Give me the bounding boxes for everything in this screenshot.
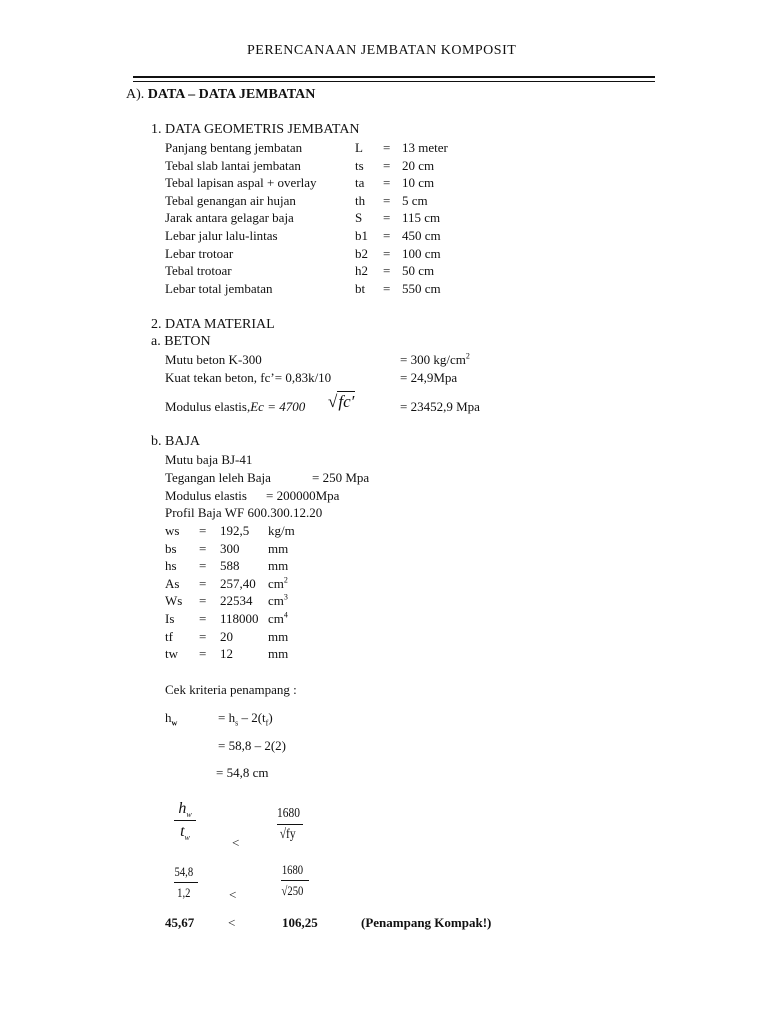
baja-prop-symbol: Is	[165, 611, 175, 626]
geometry-row-equals: =	[383, 263, 391, 279]
baja-prop-value: 22534	[220, 593, 253, 609]
header-rule-thin	[133, 81, 655, 82]
baja-mutu: Mutu baja BJ-41	[165, 452, 253, 467]
geometry-row-label: Jarak antara gelagar baja	[165, 210, 294, 226]
geometry-row-value: 550 cm	[402, 280, 441, 296]
section-heading	[126, 87, 315, 103]
geometry-row-symbol: b1	[355, 228, 368, 243]
hw-symbol: $h_w$	[165, 710, 178, 728]
geometry-row-symbol: ta	[355, 175, 365, 191]
beton-mutu-value: = 300 $kg/cm^2$	[400, 351, 470, 367]
baja-prop-value: 257,40	[220, 575, 256, 591]
result-note: (Penampang Kompak!)	[361, 915, 492, 930]
page-title: PERENCANAAN JEMBATAN KOMPOSIT	[247, 43, 517, 58]
geometry-row-value: 100 cm	[402, 245, 441, 261]
geometry-row-label: Tebal lapisan aspal + overlay	[165, 175, 317, 191]
baja-prop-unit: $cm^3$	[268, 593, 288, 609]
geometry-row-symbol: th	[355, 192, 366, 208]
geometry-row-symbol: bt	[355, 280, 366, 296]
baja-prop-equals: =	[199, 540, 207, 556]
geometry-row-equals: =	[383, 210, 391, 226]
check-label: Cek kriteria penampang :	[165, 682, 297, 697]
geometry-row-value: 450 cm	[402, 228, 441, 243]
baja-profil: Profil Baja WF 600.300.12.20	[165, 505, 323, 520]
baja-prop-symbol: As	[165, 575, 180, 591]
beton-mutu-label: Mutu beton K-300	[165, 352, 262, 367]
geometry-row-label: Tebal trotoar	[165, 263, 232, 279]
geometry-row-equals: =	[383, 140, 391, 155]
header-rule-thick	[133, 76, 655, 78]
geometry-row-value: 13 meter	[402, 140, 448, 155]
baja-prop-equals: =	[199, 593, 207, 609]
result-less-than: <	[228, 915, 236, 930]
baja-prop-value: 118000	[220, 611, 259, 626]
geometry-row-label: Tebal genangan air hujan	[165, 192, 296, 208]
geometry-row-equals: =	[383, 245, 391, 261]
baja-prop-unit: kg/m	[268, 523, 295, 538]
geometry-row-symbol: ts	[355, 157, 364, 173]
geometry-row-label: Panjang bentang jembatan	[165, 140, 303, 155]
baja-prop-unit: mm	[268, 646, 289, 662]
geometry-row-symbol: S	[355, 210, 363, 226]
baja-heading: b. BAJA	[151, 434, 201, 449]
baja-prop-symbol: tw	[165, 646, 178, 662]
material-heading: 2. DATA MATERIAL	[151, 317, 275, 332]
geometry-row-value: 115 cm	[402, 210, 441, 226]
baja-prop-symbol: Ws	[165, 593, 183, 609]
beton-kuat-label: Kuat tekan beton, fc’= 0,83k/10	[165, 370, 332, 385]
sqrt-fc: √fc′	[328, 392, 355, 411]
geometry-row-value: 10 cm	[402, 175, 435, 191]
baja-prop-equals: =	[199, 628, 207, 644]
geometry-row-symbol: h2	[355, 263, 368, 279]
baja-leleh-value: = 250 Mpa	[312, 470, 370, 485]
baja-leleh-label: Tegangan leleh Baja	[165, 470, 271, 485]
less-than-2: <	[229, 887, 237, 902]
geometry-row-value: 50 cm	[402, 263, 435, 279]
geometry-row-value: 5 cm	[402, 192, 428, 208]
baja-prop-equals: =	[199, 558, 207, 574]
result-right: 106,25	[282, 915, 318, 930]
section-prefix: A).	[126, 87, 145, 102]
baja-prop-unit: $cm^4$	[268, 610, 288, 626]
geometry-row-equals: =	[383, 228, 391, 243]
result-left: 45,67	[165, 915, 195, 930]
geometry-row-equals: =	[383, 175, 391, 191]
geometry-row-value: 20 cm	[402, 157, 435, 173]
fraction-1680-sqrt-250: 1680 √250	[281, 862, 309, 899]
less-than-1: <	[232, 835, 240, 850]
fraction-1680-sqrt-fy: 1680 √fy	[277, 806, 303, 843]
baja-prop-symbol: hs	[165, 558, 177, 574]
geometry-row-label: Tebal slab lantai jembatan	[165, 157, 301, 173]
baja-prop-equals: =	[199, 646, 207, 662]
hw-line-1: = $h_s - 2(t_f)$	[218, 710, 273, 728]
baja-prop-equals: =	[199, 523, 207, 538]
baja-prop-value: 12	[220, 646, 233, 662]
geometry-row-symbol: b2	[355, 245, 368, 261]
fraction-54-8-over-1-2: 54,8 1,2	[174, 864, 198, 901]
baja-prop-symbol: ws	[165, 523, 180, 538]
baja-prop-symbol: tf	[165, 628, 173, 644]
baja-prop-value: 300	[220, 540, 240, 556]
section-title: DATA – DATA JEMBATAN	[147, 87, 316, 102]
baja-prop-unit: mm	[268, 558, 289, 574]
baja-prop-unit: $cm^2$	[268, 575, 288, 591]
beton-heading: a. BETON	[151, 334, 211, 349]
beton-modulus-label: Modulus elastis,Ec = 4700	[165, 399, 306, 414]
baja-modulus-value: = 200000Mpa	[266, 488, 340, 503]
beton-modulus-value: = 23452,9 Mpa	[400, 399, 480, 414]
baja-prop-unit: mm	[268, 540, 289, 556]
hw-line-2: = 58,8 – 2(2)	[218, 738, 286, 753]
geometry-row-label: Lebar jalur lalu-lintas	[165, 228, 278, 243]
geometry-row-symbol: L	[355, 140, 363, 155]
baja-prop-value: 192,5	[220, 523, 250, 538]
baja-prop-value: 588	[220, 558, 240, 574]
baja-prop-unit: mm	[268, 628, 289, 644]
baja-prop-equals: =	[199, 611, 207, 626]
baja-prop-value: 20	[220, 628, 233, 644]
beton-kuat-value: = 24,9Mpa	[400, 370, 458, 385]
geometry-row-label: Lebar total jembatan	[165, 280, 273, 296]
geometry-row-equals: =	[383, 280, 391, 296]
hw-line-3: = 54,8 cm	[216, 765, 269, 780]
geometry-row-equals: =	[383, 192, 391, 208]
baja-prop-equals: =	[199, 575, 207, 591]
geometry-heading: 1. DATA GEOMETRIS JEMBATAN	[151, 122, 360, 137]
fraction-hw-tw: $h_w$ $t_w$	[174, 800, 196, 841]
baja-prop-symbol: bs	[165, 540, 177, 556]
geometry-row-equals: =	[383, 157, 391, 173]
geometry-row-label: Lebar trotoar	[165, 245, 234, 261]
baja-modulus-label: Modulus elastis	[165, 488, 247, 503]
